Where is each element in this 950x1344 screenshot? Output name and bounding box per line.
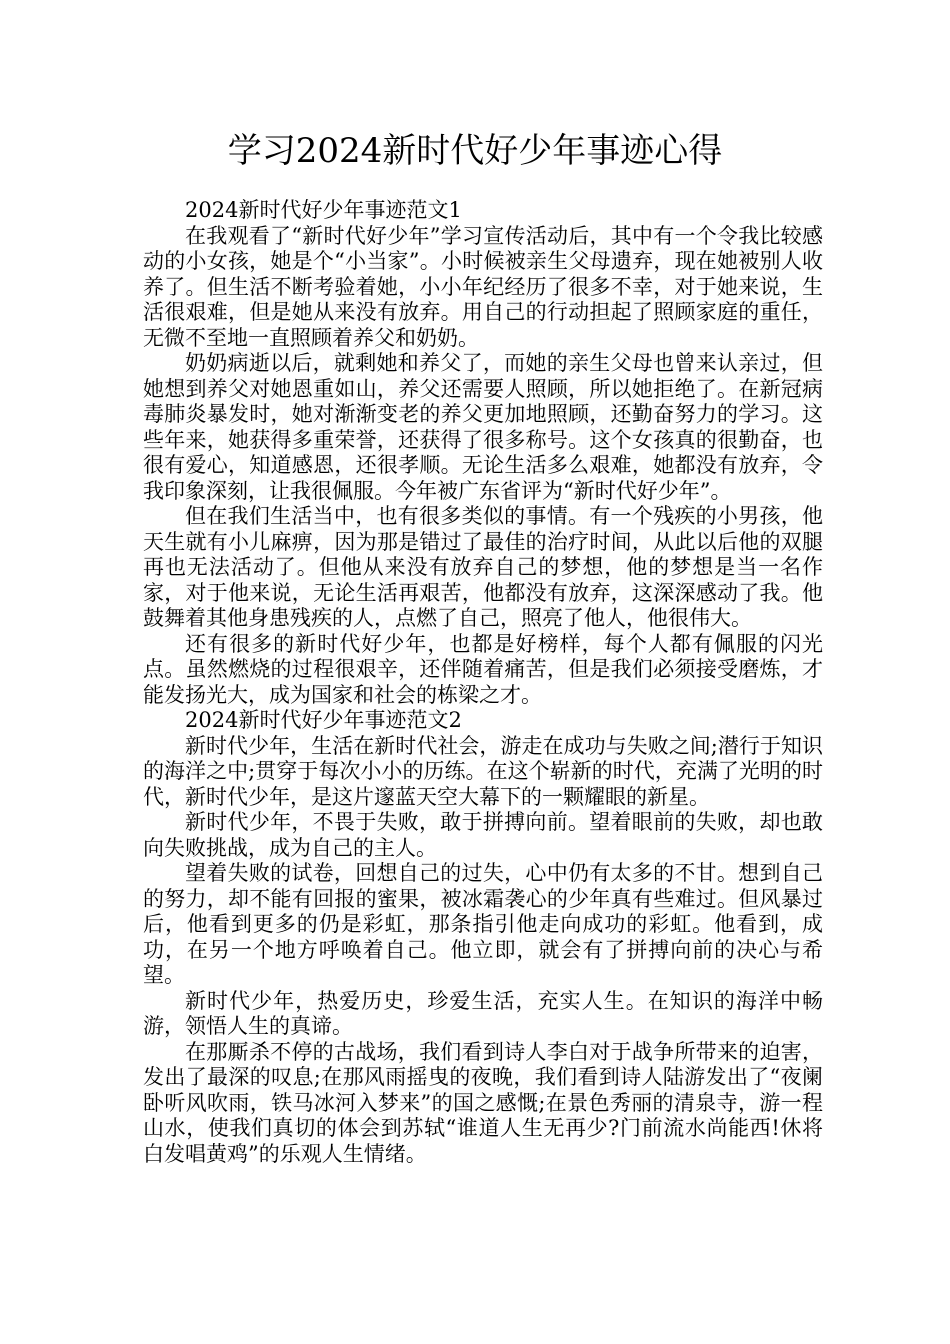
paragraph: 新时代少年，不畏于失败，敢于拼搏向前。望着眼前的失败，却也敢向失败挑战，成为自己的主人。	[143, 810, 823, 860]
paragraph: 望着失败的试卷，回想自己的过失，心中仍有太多的不甘。想到自己的努力，却不能有回报的蜜果，被冰霜袭心的少年真有些难过。但风暴过后，他看到更多的仍是彩虹，那条指引他走向成功的彩虹。他看到，成功，在另一个地方呼唤着自己。他立即，就会有了拼搏向前的决心与希望。	[143, 861, 823, 987]
paragraph: 在我观看了“新时代好少年”学习宣传活动后，其中有一个令我比较感动的小女孩，她是个“小当家”。小时候被亲生父母遗弃，现在她被别人收养了。但生活不断考验着她，小小年纪经历了很多不幸，对于她来说，生活很艰难，但是她从来没有放弃。用自己的行动担起了照顾家庭的重任，无微不至地一直照顾着养父和奶奶。	[143, 223, 823, 350]
document-body	[143, 198, 823, 1167]
section-heading: 2024新时代好少年事迹范文2	[185, 708, 462, 732]
section-heading: 2024新时代好少年事迹范文1	[185, 198, 462, 222]
page-title: 学习2024新时代好少年事迹心得	[227, 131, 723, 171]
paragraph: 新时代少年，热爱历史，珍爱生活，充实人生。在知识的海洋中畅游，领悟人生的真谛。	[143, 988, 823, 1038]
paragraph: 在那厮杀不停的古战场，我们看到诗人李白对于战争所带来的迫害，发出了最深的叹息;在那风雨摇曳的夜晚，我们看到诗人陆游发出了“夜阑卧听风吹雨，铁马冰河入梦来”的国之感慨;在景色秀丽的清泉寺，游一程山水，使我们真切的体会到苏轼“谁道人生无再少?门前流水尚能西!休将白发唱黄鸡”的乐观人生情绪。	[143, 1039, 823, 1166]
paragraph: 还有很多的新时代好少年，也都是好榜样，每个人都有佩服的闪光点。虽然燃烧的过程很艰辛，还伴随着痛苦，但是我们必须接受磨炼，才能发扬光大，成为国家和社会的栋梁之才。	[143, 631, 823, 707]
paragraph: 但在我们生活当中，也有很多类似的事情。有一个残疾的小男孩，他天生就有小儿麻痹，因为那是错过了最佳的治疗时间，从此以后他的双腿再也无法活动了。但他从来没有放弃自己的梦想，他的梦想是当一名作家，对于他来说，无论生活再艰苦，他都没有放弃，这深深感动了我。他鼓舞着其他身患残疾的人，点燃了自己，照亮了他人，他很伟大。	[143, 504, 823, 630]
paragraph: 奶奶病逝以后，就剩她和养父了，而她的亲生父母也曾来认亲过，但她想到养父对她恩重如山，养父还需要人照顾，所以她拒绝了。在新冠病毒肺炎暴发时，她对渐渐变老的养父更加地照顾，还勤奋努力的学习。这些年来，她获得多重荣誉，还获得了很多称号。这个女孩真的很勤奋，也很有爱心，知道感恩，还很孝顺。无论生活多么艰难，她都没有放弃，令我印象深刻，让我很佩服。今年被广东省评为“新时代好少年”。	[143, 351, 823, 503]
paragraph: 新时代少年，生活在新时代社会，游走在成功与失败之间;潜行于知识的海洋之中;贯穿于每次小小的历练。在这个崭新的时代，充满了光明的时代，新时代少年，是这片邃蓝天空大幕下的一颗耀眼的新星。	[143, 733, 823, 809]
